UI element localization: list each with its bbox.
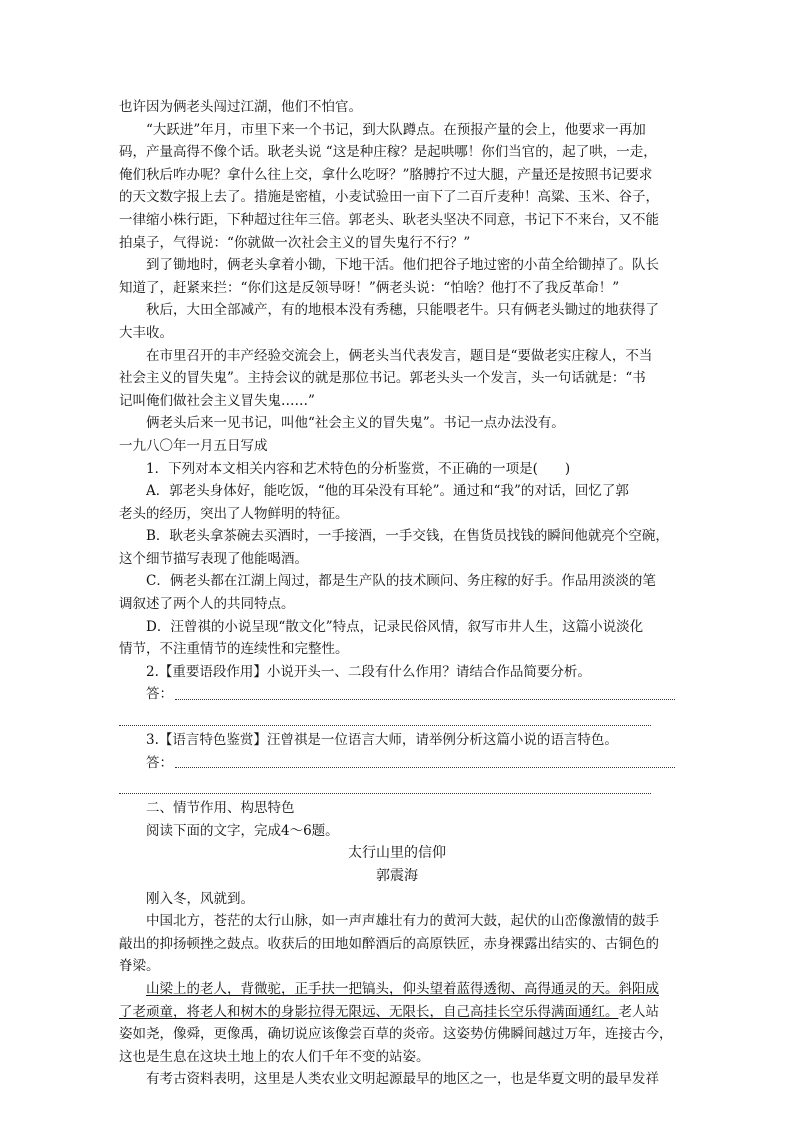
date-line: 一九八〇年一月五日写成 [119, 437, 268, 454]
answer-3[interactable] [119, 752, 675, 775]
text-line: 敲出的抑扬顿挫之鼓点。收获后的田地如醉酒后的高原铁匠，赤身裸露出结实的、古铜色的 [119, 935, 659, 952]
text-line: 刚入冬，风就到。 [146, 890, 254, 907]
option-a-cont: 老头的经历，突出了人物鲜明的特征。 [119, 505, 349, 522]
question-3: 3.【语言特色鉴赏】汪曾祺是一位语言大师，请举例分析这篇小说的语言特色。 [146, 732, 618, 749]
text-line: 有考古资料表明，这里是人类农业文明起源最早的地区之一，也是华夏文明的最早发祥 [146, 1071, 659, 1088]
text-line: 大丰收。 [119, 324, 173, 341]
document-page [119, 96, 675, 1091]
text-line: 秋后，大田全部减产，有的地根本没有秀穗，只能喂老牛。只有俩老头锄过的地获得了 [146, 302, 659, 319]
text-line: 拍桌子，气得说：“你就做一次社会主义的冒失鬼行不行？” [119, 234, 471, 251]
text-line: 中国北方，苍茫的太行山脉，如一声声雄壮有力的黄河大鼓，起伏的山峦像激情的鼓手 [146, 913, 659, 930]
text-line: 的天文数字报上去了。措施是密植，小麦试验田一亩下了二百斤麦种！高粱、玉米、谷子， [119, 189, 659, 206]
answer-label: 答： [146, 686, 173, 703]
article-title: 太行山里的信仰 [348, 845, 446, 862]
text-line: “大跃进”年月，市里下来一个书记，到大队蹲点。在预报产量的会上，他要求一再加 [146, 121, 646, 138]
text-line: 码，产量高得不像个话。耿老头说 “这是种庄稼？是起哄哪！你们当官的，起了哄，一走， [119, 144, 657, 161]
text-line: 记叫俺们做社会主义冒失鬼……” [119, 392, 315, 409]
text-line: 姿如尧，像舜，更像禹，确切说应该像尝百草的炎帝。这姿势仿佛瞬间越过万年，连接古今， [119, 1026, 673, 1043]
answer-blank[interactable] [119, 706, 651, 726]
answer-blank[interactable] [175, 754, 675, 768]
article-author: 郭震海 [376, 868, 418, 884]
section-heading: 二、情节作用、构思特色 [146, 800, 295, 817]
answer-blank[interactable] [175, 686, 675, 700]
question-2: 2.【重要语段作用】小说开头一、二段有什么作用？请结合作品简要分析。 [146, 663, 591, 680]
option-b-cont: 这个细节描写表现了他能喝酒。 [119, 550, 308, 567]
option-d-cont: 情节，不注重情节的连续性和完整性。 [119, 641, 349, 658]
option-d: D．汪曾祺的小说呈现“散文化”特点，记录民俗风情，叙写市井人生，这篇小说淡化 [146, 618, 644, 635]
text-line: 这也是生息在这块土地上的农人们千年不变的站姿。 [119, 1048, 430, 1065]
text-line: 俺们秋后咋办呢？拿什么往上交，拿什么吃呀？”胳膊拧不过大腿，产量还是按照书记要求 [119, 166, 653, 183]
answer-blank[interactable] [119, 774, 651, 794]
option-a: A．郭老头身体好，能吃饭，“他的耳朵没有耳轮”。通过和“我”的对话，回忆了郭 [146, 483, 629, 500]
answer-label: 答： [146, 754, 173, 771]
question-1: 1．下列对本文相关内容和艺术特色的分析鉴赏，不正确的一项是( ) [146, 460, 571, 477]
answer-2[interactable] [119, 683, 675, 706]
text-line: 脊梁。 [119, 958, 160, 975]
instruction: 阅读下面的文字，完成4～6题。 [146, 822, 339, 839]
option-c-cont: 调叙述了两个人的共同特点。 [119, 596, 295, 613]
text-line: 到了锄地时，俩老头拿着小锄，下地干活。他们把谷子地过密的小苗全给锄掉了。队长 [146, 257, 659, 274]
text-line: 一律缩小株行距，下种超过往年三倍。郭老头、耿老头坚决不同意，书记下不来台，又不能 [119, 211, 659, 228]
text-line: 俩老头后来一见书记，叫他“社会主义的冒失鬼”。书记一点办法没有。 [146, 415, 565, 432]
option-c: C．俩老头都在江湖上闯过，都是生产队的技术顾问、务庄稼的好手。作品用淡淡的笔 [146, 573, 656, 590]
underlined-text: 了老顽童，将老人和树木的身影拉得无限远、无限长，自己高挂长空乐得满面通红。 [119, 1003, 619, 1020]
text-line [119, 1001, 675, 1024]
text-line: 社会主义的冒失鬼”。主持会议的就是那位书记。郭老头头一个发言，头一句话就是：“书 [119, 370, 646, 387]
text-line: 在市里召开的丰产经验交流会上，俩老头当代表发言，题目是“要做老实庄稼人，不当 [146, 347, 653, 364]
text-span: 老人站 [618, 1003, 659, 1020]
text-line: 知道了，赶紧来拦：“你们这是反领导呀！”俩老头说：“怕啥？他打不了我反革命！” [119, 279, 620, 296]
text-line: 也许因为俩老头闯过江湖，他们不怕官。 [119, 99, 362, 115]
option-b: B．耿老头拿茶碗去买酒时，一手接酒，一手交钱，在售货员找钱的瞬间他就亮个空碗， [146, 528, 669, 545]
underlined-line: 山梁上的老人，背微驼，正手扶一把镐头，仰头望着蓝得透彻、高得通灵的天。斜阳成 [146, 980, 659, 997]
